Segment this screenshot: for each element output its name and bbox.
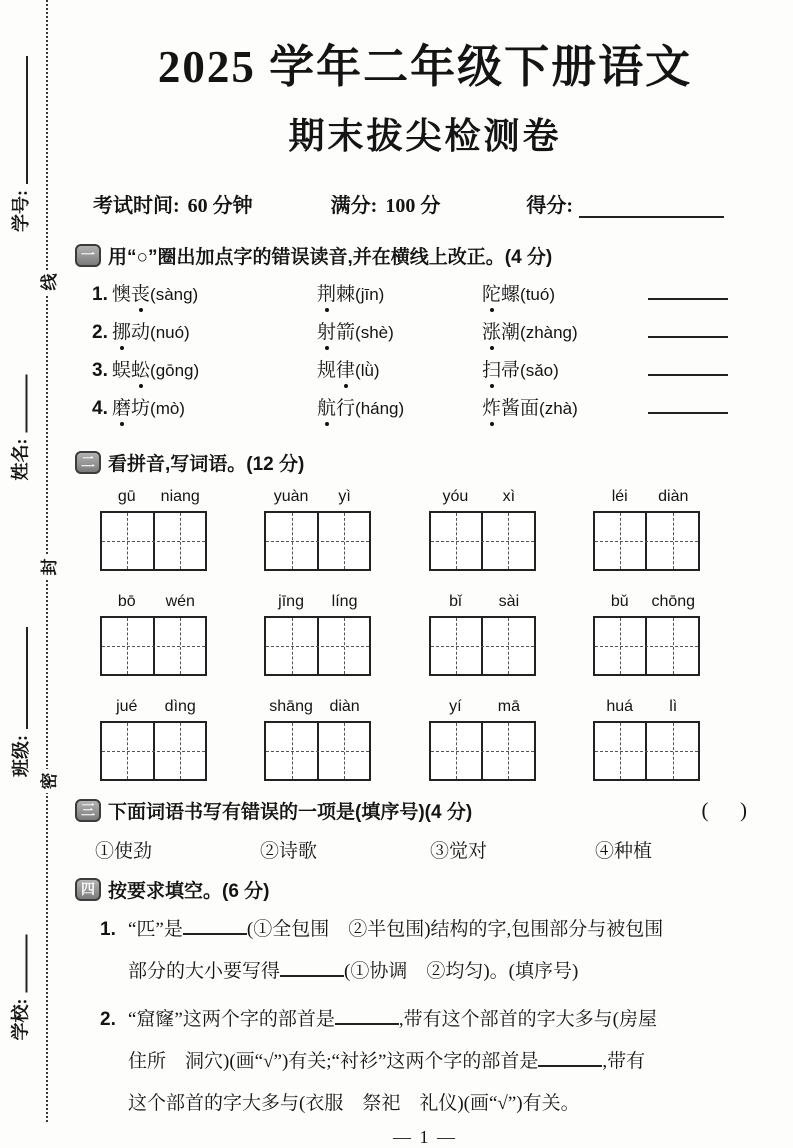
answer-blank[interactable] [648, 324, 728, 338]
grid-cell[interactable] [319, 618, 370, 674]
grid-cell[interactable] [483, 723, 534, 779]
pinyin-syllable: lì [669, 697, 678, 715]
score-label: 得分: [526, 194, 574, 217]
grid-cell[interactable] [431, 723, 484, 779]
word-item [112, 393, 317, 420]
grid-cell[interactable] [266, 723, 319, 779]
q1-header [75, 242, 775, 269]
grid-cell[interactable] [647, 513, 698, 569]
item-text [128, 909, 775, 993]
q2-title: 看拼音,写词语。(12 分) [108, 453, 305, 475]
pinyin-label [100, 593, 207, 613]
pinyin-syllable: huá [606, 697, 634, 715]
item-number: 1. [100, 918, 116, 940]
student-id-blank[interactable] [12, 56, 28, 184]
q4-item-2 [75, 999, 775, 1125]
q1-number-icon: 一 [75, 244, 101, 267]
pinyin-label [264, 698, 371, 718]
pinyin-label [429, 488, 536, 508]
class-label: 班级: [11, 735, 31, 777]
pinyin-syllable: wén [165, 592, 195, 610]
word-item [317, 393, 482, 420]
exam-page [75, 0, 775, 1148]
text-segment: ,带有 [602, 1050, 646, 1072]
grid-cell[interactable] [595, 513, 648, 569]
dotted-char: 磨 [112, 397, 132, 419]
name-label: 姓名: [10, 438, 31, 481]
pinyin-label [593, 593, 700, 613]
word-item [317, 355, 482, 382]
word-text: 懊 [112, 283, 132, 305]
answer-blank[interactable] [648, 400, 728, 414]
word-text: 螺 [501, 283, 521, 305]
pinyin: (háng) [355, 398, 405, 418]
pinyin-syllable: diàn [658, 487, 689, 505]
q2-number-icon: 二 [75, 451, 101, 474]
grid-cell[interactable] [319, 513, 370, 569]
word-item [482, 317, 647, 344]
dotted-char: 炸 [482, 397, 502, 419]
item-number: 4. [92, 397, 108, 419]
pinyin-grid-row-3 [75, 698, 700, 781]
option-4: ④种植 [595, 840, 653, 862]
grid-cell[interactable] [647, 723, 698, 779]
q4-item-1 [75, 909, 775, 993]
grid-cell[interactable] [595, 723, 648, 779]
q1-rows [75, 279, 775, 431]
dotted-char: 挪 [112, 321, 132, 343]
pinyin-syllable: dìng [164, 697, 196, 715]
pinyin-syllable: bǔ [610, 592, 629, 610]
writing-grid[interactable] [429, 616, 536, 676]
class-field [6, 607, 34, 777]
grid-cell[interactable] [483, 513, 534, 569]
pinyin-syllable: yóu [442, 487, 469, 505]
text-segment: 部分的大小要写得 [128, 960, 281, 982]
pinyin: (zhà) [539, 398, 578, 418]
pinyin-syllable: yuàn [273, 487, 309, 505]
pinyin-label [100, 488, 207, 508]
answer-blank[interactable] [648, 286, 728, 300]
dotted-char: 荆 [317, 283, 337, 305]
writing-grid[interactable] [264, 616, 371, 676]
pinyin-grid-block [100, 698, 207, 781]
word-item [482, 393, 647, 420]
pinyin-grid-block [264, 488, 371, 571]
q1-row-3 [75, 355, 775, 393]
pinyin-grid-block [593, 698, 700, 781]
school-field [6, 916, 34, 1041]
fill-blank[interactable] [335, 1004, 399, 1025]
pinyin-grid-row-2 [75, 593, 700, 676]
seal-char-feng: 封 [35, 555, 59, 579]
pinyin: (gōng) [150, 360, 200, 380]
text-segment: 住所 洞穴)(画“√”)有关;“衬衫”这两个字的部首是 [128, 1050, 539, 1072]
word-item [482, 355, 647, 382]
school-blank[interactable] [12, 935, 28, 993]
q4-header [75, 876, 775, 903]
writing-grid[interactable] [593, 721, 700, 781]
item-number: 1. [92, 283, 108, 305]
text-segment: (①全包围 ②半包围)结构的字,包围部分与被包围 [246, 918, 664, 940]
exam-subtitle: 期末拔尖检测卷 [288, 115, 562, 156]
pinyin-grid-block [264, 593, 371, 676]
pinyin: (jīn) [355, 284, 385, 304]
pinyin-syllable: jué [116, 697, 138, 715]
dotted-char: 扫 [482, 359, 502, 381]
pinyin-label [100, 698, 207, 718]
pinyin-grid-block [429, 488, 536, 571]
dotted-char: 丧 [131, 283, 151, 305]
grid-cell[interactable] [155, 618, 206, 674]
pinyin-grid-block [593, 488, 700, 571]
dotted-char: 航 [317, 397, 337, 419]
grid-cell[interactable] [319, 723, 370, 779]
pinyin-syllable: gū [117, 487, 136, 505]
pinyin: (nuó) [150, 322, 190, 342]
pinyin-label [429, 698, 536, 718]
pinyin-grid-block [100, 593, 207, 676]
seal-char-xian: 线 [35, 270, 59, 294]
pinyin-grid-row-1 [75, 488, 700, 571]
writing-grid[interactable] [264, 511, 371, 571]
grid-cell[interactable] [155, 513, 206, 569]
pinyin: (zhàng) [520, 322, 578, 342]
writing-grid[interactable] [100, 721, 207, 781]
writing-grid[interactable] [593, 616, 700, 676]
word-item [317, 317, 482, 344]
pinyin-grid-block [264, 698, 371, 781]
pinyin-label [593, 488, 700, 508]
page-number: — 1 — [393, 1126, 457, 1147]
word-text: 坊 [131, 397, 151, 419]
pinyin-syllable: diàn [329, 697, 360, 715]
writing-grid[interactable] [429, 721, 536, 781]
word-text: 蜈 [112, 359, 132, 381]
exam-info-row [75, 189, 775, 218]
name-blank[interactable] [12, 375, 28, 433]
text-segment: ,带有这个部首的字大多与(房屋 [398, 1008, 657, 1030]
pinyin-syllable: bō [117, 592, 136, 610]
pinyin-syllable: yì [338, 487, 351, 505]
pinyin-label [593, 698, 700, 718]
pinyin-syllable: léi [611, 487, 628, 505]
dotted-char: 律 [336, 359, 356, 381]
word-text: 帚 [501, 359, 521, 381]
pinyin: (lǜ) [355, 360, 380, 380]
dotted-char: 射 [317, 321, 337, 343]
writing-grid[interactable] [593, 511, 700, 571]
exam-time-label: 考试时间: [93, 194, 180, 217]
pinyin: (tuó) [520, 284, 555, 304]
q2-header [75, 449, 775, 476]
bracket-answer[interactable]: ( ) [701, 797, 747, 822]
pinyin: (sàng) [150, 284, 199, 304]
pinyin-syllable: chōng [651, 592, 696, 610]
word-text: 酱面 [501, 397, 540, 419]
pinyin-label [264, 593, 371, 613]
grid-cell[interactable] [595, 618, 648, 674]
q1-row-4 [75, 393, 775, 431]
pinyin-syllable: niang [160, 487, 200, 505]
text-segment: “窟窿”这两个字的部首是 [128, 1008, 335, 1030]
dotted-char: 陀 [482, 283, 502, 305]
writing-grid[interactable] [264, 721, 371, 781]
full-score-value: 100 分 [385, 194, 441, 217]
text-segment: (①协调 ②均匀)。(填序号) [344, 960, 579, 982]
pinyin-syllable: bǐ [449, 592, 462, 610]
q1-title: 用“○”圈出加点字的错误读音,并在横线上改正。(4 分) [108, 246, 553, 268]
text-segment: “匹”是 [128, 918, 183, 940]
q3-options [75, 836, 775, 862]
option-1: ①使劲 [95, 840, 153, 862]
full-score-label: 满分: [330, 194, 378, 217]
pinyin-syllable: yí [449, 697, 462, 715]
writing-grid[interactable] [100, 616, 207, 676]
pinyin-syllable: jīng [278, 592, 304, 610]
writing-grid[interactable] [100, 511, 207, 571]
fill-blank[interactable] [538, 1046, 602, 1067]
school-label: 学校: [10, 998, 31, 1041]
dotted-char: 涨 [482, 321, 502, 343]
q3-number-icon: 三 [75, 799, 101, 822]
pinyin-syllable: xì [502, 487, 516, 505]
item-number: 2. [100, 1008, 116, 1030]
student-id-field [6, 32, 34, 232]
word-text: 规 [317, 359, 337, 381]
fill-blank[interactable] [280, 956, 344, 977]
grid-cell[interactable] [647, 618, 698, 674]
pinyin-label [264, 488, 371, 508]
dotted-char: 蚣 [131, 359, 151, 381]
writing-grid[interactable] [429, 511, 536, 571]
option-3: ③觉对 [430, 840, 488, 862]
score-blank[interactable] [579, 200, 724, 218]
pinyin-syllable: mā [497, 697, 521, 715]
answer-blank[interactable] [648, 362, 728, 376]
pinyin: (mò) [150, 398, 185, 418]
word-item [482, 279, 647, 306]
text-segment: 这个部首的字大多与(衣服 祭祀 礼仪)(画“√”)有关。 [128, 1092, 580, 1114]
pinyin-label [429, 593, 536, 613]
grid-cell[interactable] [155, 723, 206, 779]
pinyin-grid-block [100, 488, 207, 571]
exam-title: 2025 学年二年级下册语文 [157, 42, 693, 92]
grid-cell[interactable] [102, 513, 155, 569]
pinyin: (shè) [355, 322, 394, 342]
grid-cell[interactable] [266, 513, 319, 569]
option-2: ②诗歌 [260, 840, 318, 862]
grid-cell[interactable] [102, 618, 155, 674]
pinyin-grid-block [429, 698, 536, 781]
word-text: 行 [336, 397, 356, 419]
word-item [112, 279, 317, 306]
q3-title: 下面词语书写有错误的一项是(填序号)(4 分) [108, 801, 473, 823]
pinyin-grid-block [593, 593, 700, 676]
word-text: 动 [131, 321, 151, 343]
pinyin-grid-block [429, 593, 536, 676]
q4-title: 按要求填空。(6 分) [108, 880, 270, 902]
seal-char-mi: 密 [35, 769, 59, 793]
q4-number-icon: 四 [75, 878, 101, 901]
grid-cell[interactable] [431, 618, 484, 674]
item-number: 2. [92, 321, 108, 343]
word-item [112, 317, 317, 344]
pinyin: (sǎo) [520, 360, 559, 380]
grid-cell[interactable] [431, 513, 484, 569]
word-text: 潮 [501, 321, 521, 343]
grid-cell[interactable] [266, 618, 319, 674]
word-item [112, 355, 317, 382]
word-item [317, 279, 482, 306]
class-blank[interactable] [12, 627, 28, 729]
word-text: 箭 [336, 321, 356, 343]
pinyin-syllable: líng [331, 592, 358, 610]
item-number: 3. [92, 359, 108, 381]
item-text [128, 999, 775, 1125]
q3-header [75, 797, 775, 824]
q1-row-1 [75, 279, 775, 317]
pinyin-syllable: sài [498, 592, 520, 610]
student-id-label: 学号: [11, 190, 31, 232]
name-field [6, 356, 34, 481]
fill-blank[interactable] [183, 914, 247, 935]
grid-cell[interactable] [102, 723, 155, 779]
q1-row-2 [75, 317, 775, 355]
exam-time-value: 60 分钟 [187, 194, 253, 217]
word-text: 棘 [336, 283, 356, 305]
pinyin-syllable: shāng [269, 697, 313, 715]
grid-cell[interactable] [483, 618, 534, 674]
